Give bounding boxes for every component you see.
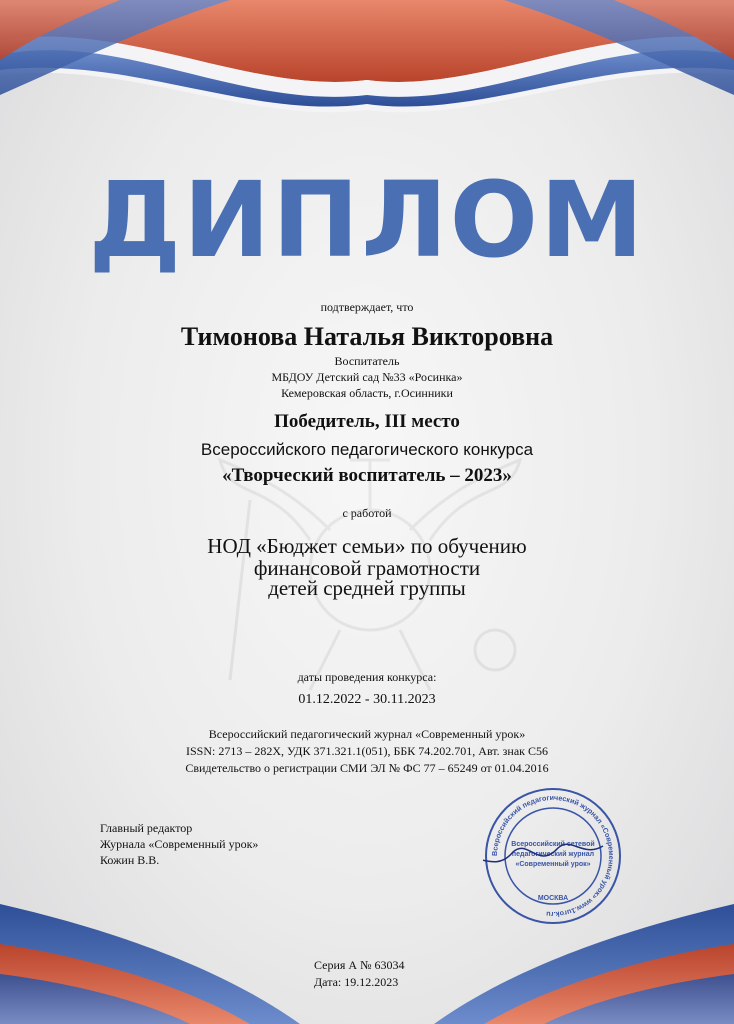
seal-bottom-text: МОСКВА bbox=[537, 895, 569, 902]
dates-value: 01.12.2022 - 30.11.2023 bbox=[298, 692, 436, 707]
work-intro: с работой bbox=[342, 506, 392, 520]
work-title-line: финансовой грамотности bbox=[253, 556, 481, 580]
seal-ring-text: Всероссийский педагогический журнал «Современный урок» www.1urok.ru bbox=[489, 792, 617, 920]
editor-title: Главный редактор bbox=[100, 821, 193, 835]
seal-center-line: «Современный урок» bbox=[515, 861, 591, 868]
dates-label: даты проведения конкурса: bbox=[297, 670, 437, 684]
diploma-title: ДИПЛОМ bbox=[88, 159, 646, 281]
series-block bbox=[314, 957, 405, 991]
award-place: Победитель, III место bbox=[274, 411, 460, 432]
journal-issn: ISSN: 2713 – 282X, УДК 371.321.1(051), ББК 74.202.701, Авт. знак С56 bbox=[186, 744, 548, 758]
issue-date: Дата: 19.12.2023 bbox=[314, 975, 399, 989]
work-title-line: детей средней группы bbox=[268, 576, 466, 600]
work-title-line: НОД «Бюджет семьи» по обучению bbox=[207, 534, 527, 558]
recipient-organization: МБДОУ Детский сад №33 «Росинка» bbox=[271, 370, 463, 384]
editor-journal: Журнала «Современный урок» bbox=[100, 837, 259, 851]
contest-line: Всероссийского педагогического конкурса bbox=[200, 440, 534, 459]
seal-center-line: педагогический журнал bbox=[511, 851, 595, 858]
recipient-location: Кемеровская область, г.Осинники bbox=[281, 386, 453, 400]
top-ribbon-decoration bbox=[0, 0, 734, 130]
journal-name: Всероссийский педагогический журнал «Современный урок» bbox=[208, 727, 526, 741]
series-number: Серия А № 63034 bbox=[314, 958, 405, 972]
contest-name: «Творческий воспитатель – 2023» bbox=[222, 465, 512, 486]
editor-block bbox=[100, 820, 258, 868]
seal-center-line: Всероссийский сетевой bbox=[511, 841, 595, 848]
confirms-text: подтверждает, что bbox=[320, 300, 414, 314]
recipient-position: Воспитатель bbox=[334, 354, 400, 368]
editor-name: Кожин В.В. bbox=[100, 853, 160, 867]
recipient-name: Тимонова Наталья Викторовна bbox=[180, 322, 554, 351]
journal-registration: Свидетельство о регистрации СМИ ЭЛ № ФС 77 – 65249 от 01.04.2016 bbox=[185, 761, 549, 775]
journal-seal bbox=[483, 786, 623, 926]
